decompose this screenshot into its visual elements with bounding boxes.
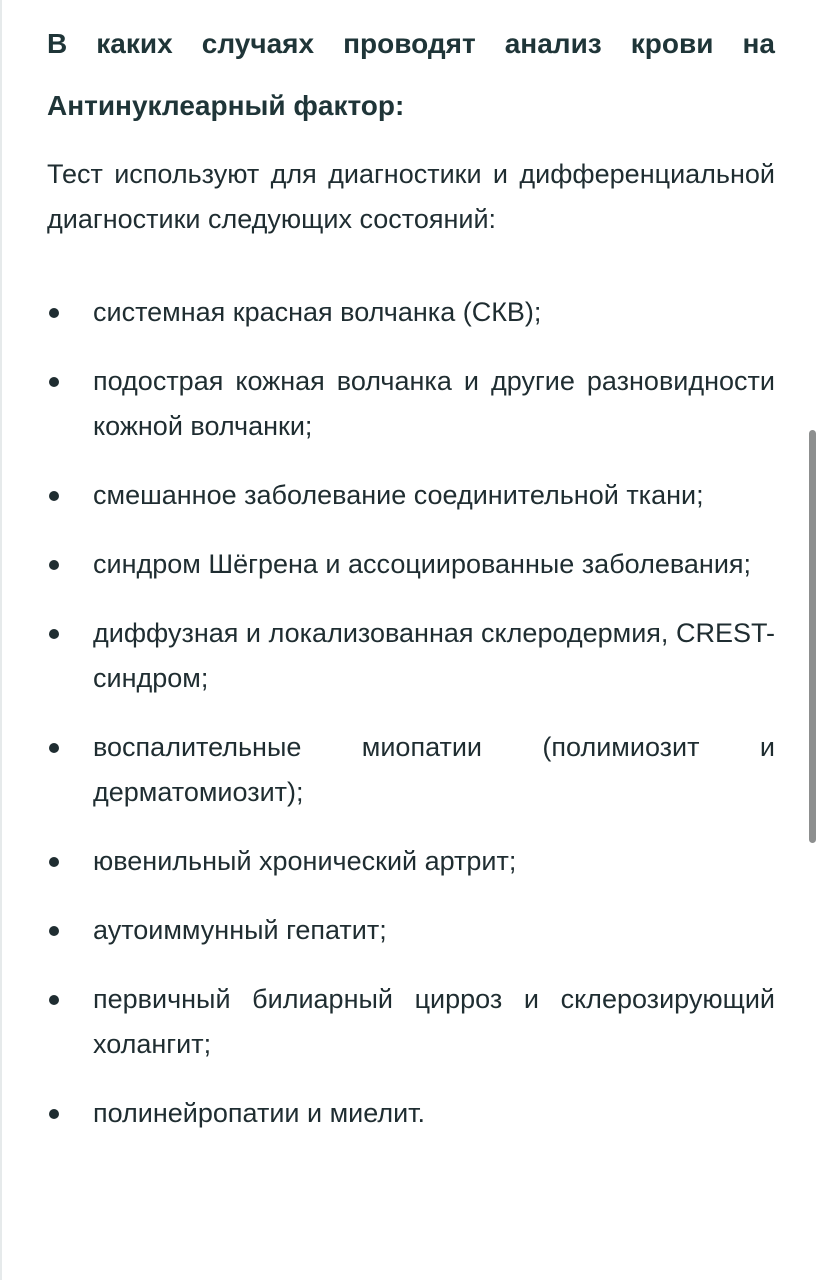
bullet-icon (49, 857, 59, 867)
conditions-list (0, 290, 822, 1160)
list-item-text: аутоиммунный гепатит; (93, 915, 387, 945)
list-item (0, 542, 775, 587)
list-item (0, 977, 775, 1067)
bullet-icon (49, 308, 59, 318)
intro-paragraph: Тест используют для диагностики и дифференциальной диагностики следующих состояний: (47, 159, 775, 234)
list-item (0, 290, 775, 335)
list-item (0, 359, 775, 449)
list-item-text: первичный билиарный цирроз и склерозирующий холангит; (93, 984, 775, 1059)
section-subheading: Антинуклеарный фактор: (47, 90, 405, 121)
bullet-icon (49, 560, 59, 570)
scrollbar-thumb[interactable] (809, 430, 816, 843)
section-heading: В каких случаях проводят анализ крови на (47, 28, 775, 59)
bullet-icon (49, 491, 59, 501)
list-item-text: ювенильный хронический артрит; (93, 846, 517, 876)
list-item (0, 908, 775, 953)
bullet-icon (49, 1109, 59, 1119)
list-item-text: синдром Шёгрена и ассоциированные заболевания; (93, 549, 752, 579)
bullet-icon (49, 629, 59, 639)
list-item-text: смешанное заболевание соединительной ткани; (93, 480, 704, 510)
bullet-icon (49, 926, 59, 936)
bullet-icon (49, 377, 59, 387)
list-item-text: полинейропатии и миелит. (93, 1098, 426, 1128)
list-item (0, 839, 775, 884)
list-item-text: диффузная и локализованная склеродермия, CREST-синдром; (93, 618, 775, 693)
list-item-text: воспалительные миопатии (полимиозит и дерматомиозит); (93, 732, 775, 807)
list-item (0, 1091, 775, 1136)
list-item (0, 725, 775, 815)
list-item (0, 473, 775, 518)
list-item-text: системная красная волчанка (СКВ); (93, 297, 542, 327)
list-item-text: подострая кожная волчанка и другие разновидности кожной волчанки; (93, 366, 775, 441)
bullet-icon (49, 995, 59, 1005)
list-item (0, 611, 775, 701)
bullet-icon (49, 743, 59, 753)
